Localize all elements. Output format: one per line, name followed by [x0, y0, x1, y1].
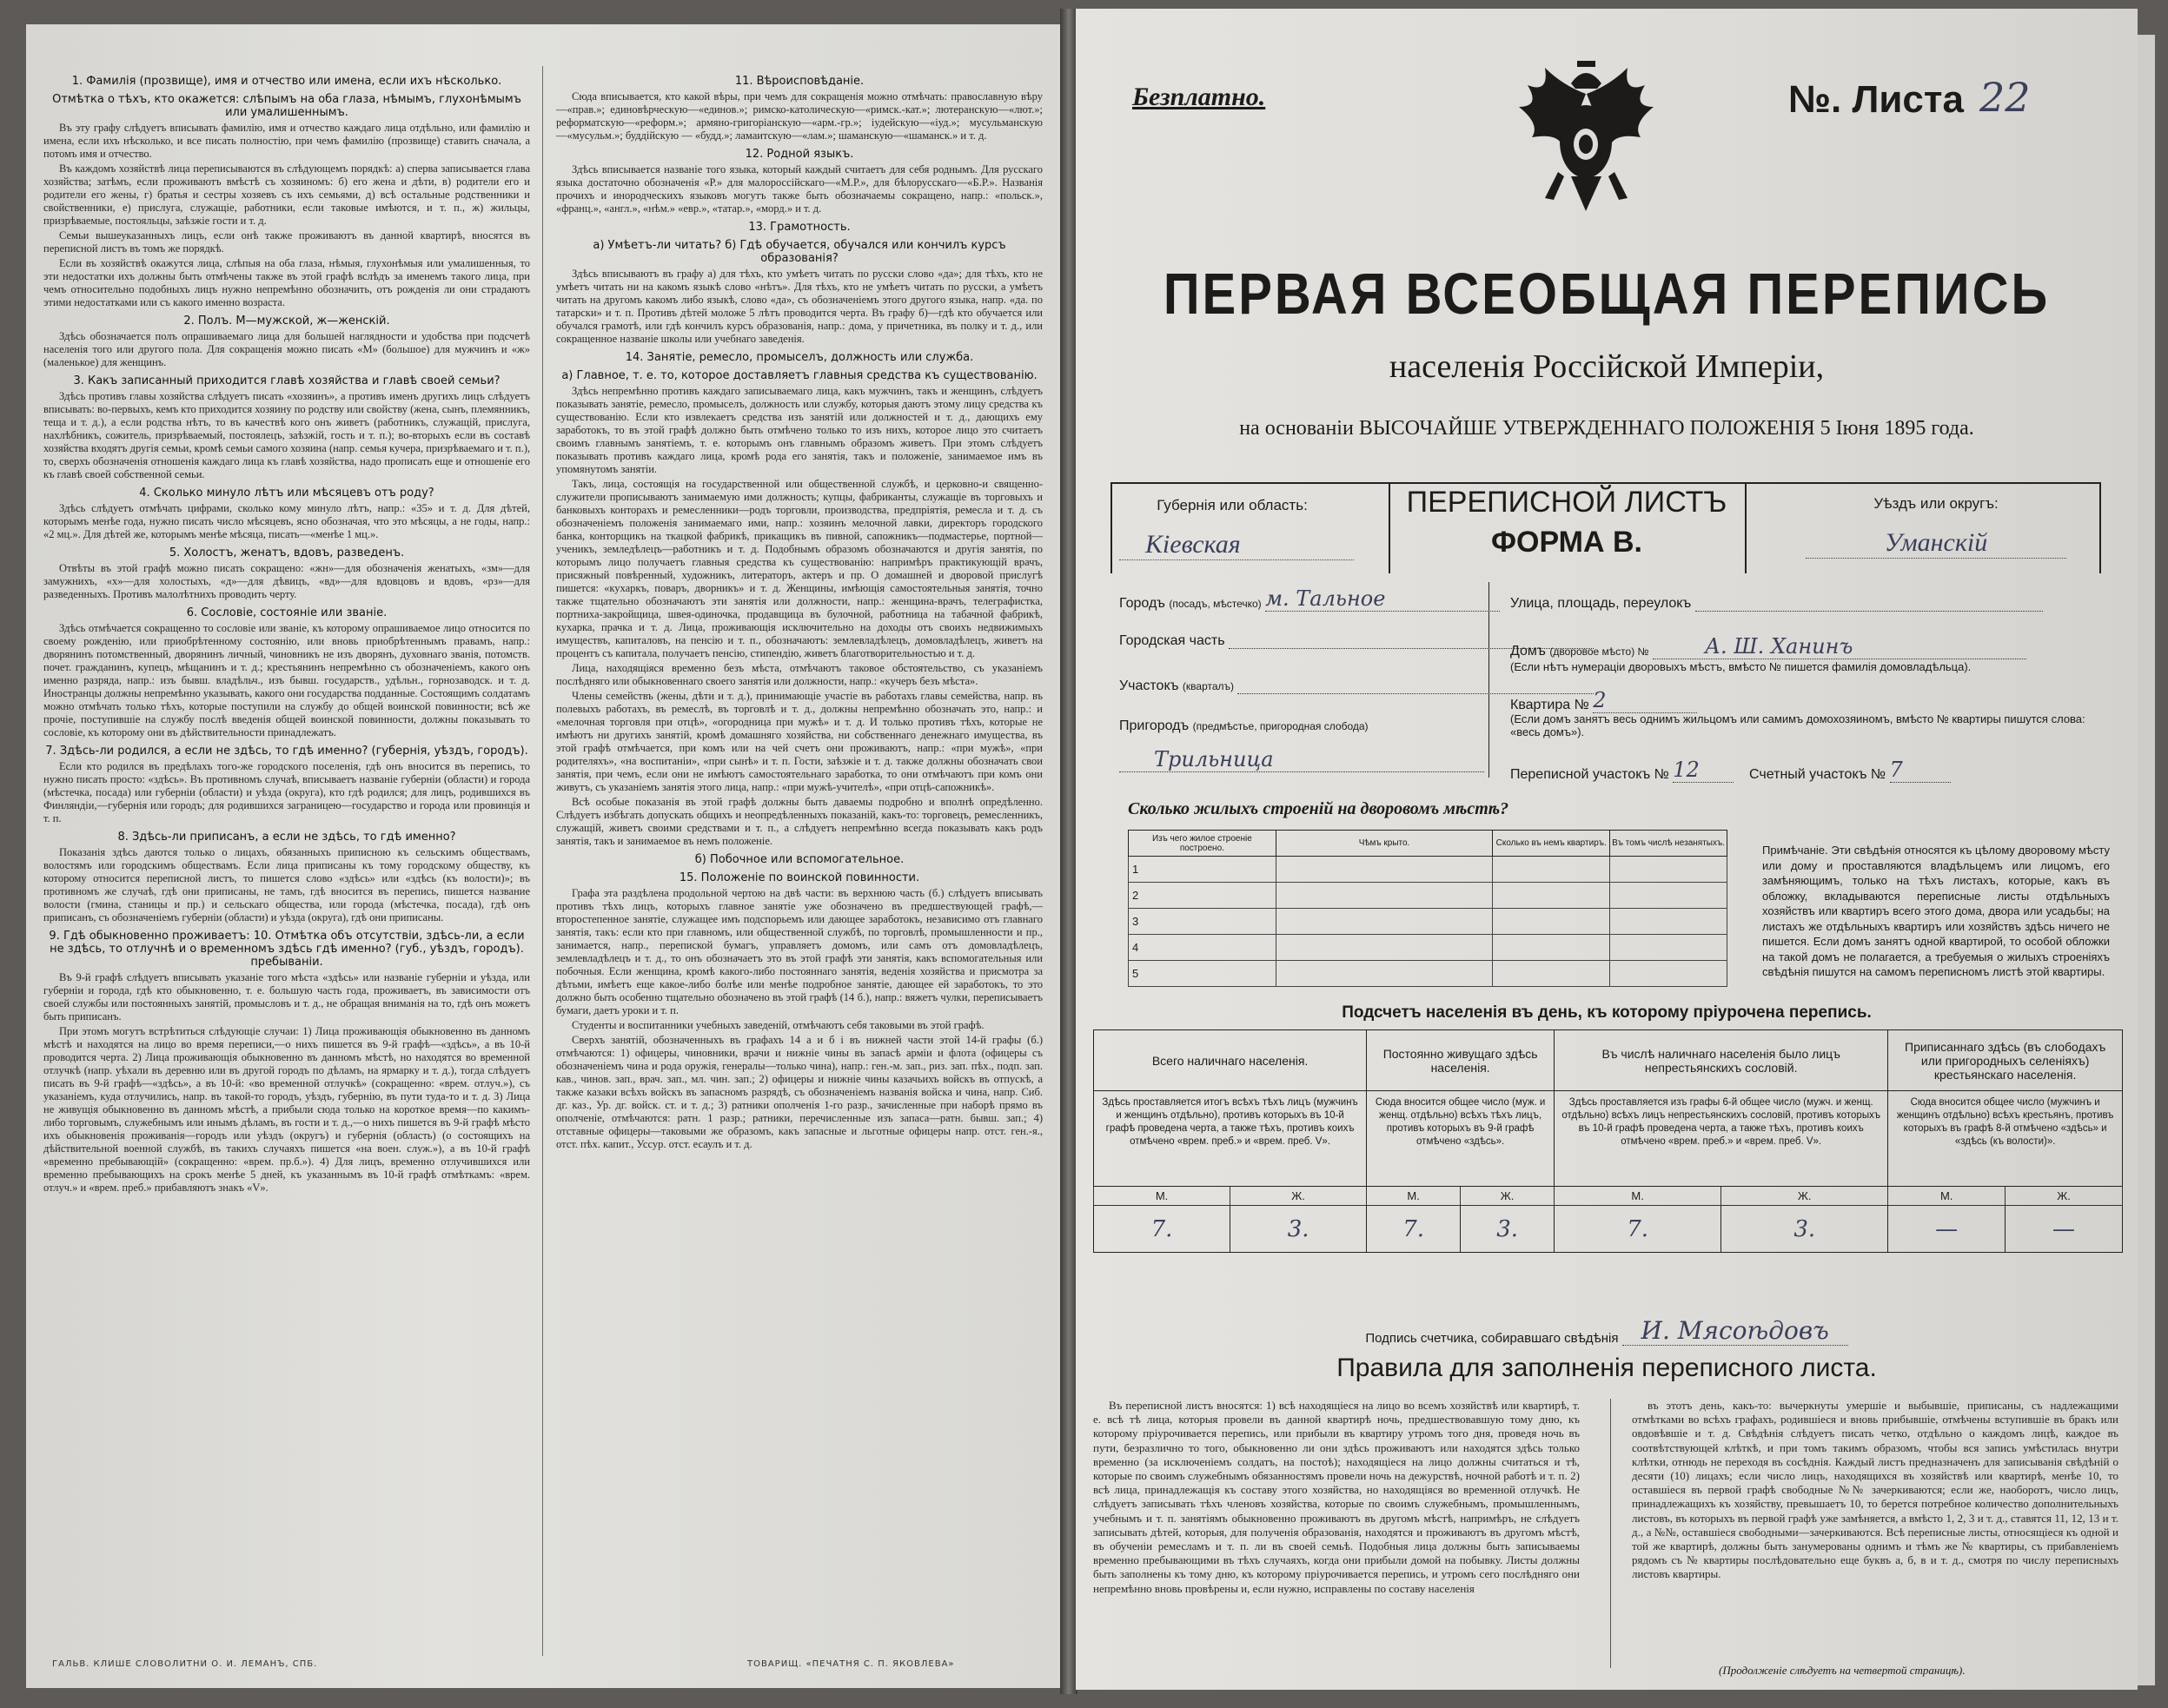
buildings-question: Сколько жилыхъ строеній на дворовомъ мѣстѣ?	[1128, 799, 1509, 818]
street-field: Улица, площадь, переулокъ	[1510, 595, 2043, 612]
population-count-value: 7.	[1367, 1206, 1461, 1253]
buildings-cell	[1276, 961, 1493, 987]
instruction-heading: 8. Здѣсь-ли приписанъ, а если не здѣсь, то гдѣ именно?	[117, 831, 456, 844]
female-column-label: Ж.	[1461, 1187, 1555, 1206]
instruction-heading: 13. Грамотность.	[748, 221, 851, 234]
header-box-divider-1	[1389, 482, 1390, 573]
population-count-title: Подсчетъ населенія въ день, къ которому пріурочена перепись.	[1342, 1003, 1872, 1022]
instruction-paragraph: Если въ хозяйствѣ окажутся лица, слѣпыя на оба глаза, нѣмыя, глухонѣмыя или умалишенныя, то эти недостатки ихъ должны быть отмѣчены также въ этой графѣ вслѣдъ за именемъ такого лица, при чемъ относительно подобныхъ лицъ нужно непремѣнно обозначить, отъ рожденія ли они страдаютъ этими недостатками или съ какого именно возраста.	[43, 257, 530, 308]
rules-title: Правила для заполненія переписного листа.	[1336, 1354, 1877, 1382]
instruction-heading: б) Побочное или вспомогательное.	[694, 853, 905, 866]
instruction-paragraph: Здѣсь обозначается полъ опрашиваемаго лица для большей наглядности и удобства при подсчетѣ населенія того или другого пола. Для сокращенія можно писать «М» (большое) для мужчинъ и «ж» (маленькое) для женщинъ.	[43, 330, 530, 368]
imperial-eagle-emblem-icon	[1510, 59, 1662, 220]
apartment-hint: (Если домъ занятъ весь однимъ жильцомъ или самимъ домохозяиномъ, вмѣсто № квартиры пишутся слова: «весь домъ»).	[1510, 712, 2085, 738]
sheet-number-value: 22	[1979, 74, 2031, 121]
form-letter: ФОРМА В.	[1490, 526, 1643, 559]
enumerator-signature-line: Подпись счетчика, собиравшаго свѣдѣнія И. Мясоѣдовъ	[1076, 1316, 2138, 1346]
buildings-header-apartments: Сколько въ немъ квартиръ.	[1493, 831, 1610, 857]
buildings-table-body	[1129, 857, 1727, 987]
instruction-heading: 12. Родной языкъ.	[745, 148, 854, 161]
buildings-cell	[1610, 961, 1727, 987]
house-field: Домъ (дворовое мѣсто) № А. Ш. Ханинъ	[1510, 634, 2026, 659]
town-value: м. Тальное	[1265, 586, 1386, 611]
buildings-row	[1129, 935, 1727, 961]
rules-text-left: Въ переписной листъ вносятся: 1) всѣ находящіеся на лицо во всемъ хозяйствѣ или квартирѣ, т. е. всѣ тѣ лица, которыя провели въ данной квартирѣ ночь, предшествовавшую тому дню, къ которому пріурочивается перепись, или прибыли въ квартиру утромъ того дня, проведя ночь въ пути, безразлично то того, обыкновенно ли они здѣсь проживаютъ или находятся здѣсь только временно (за исключеніемъ солдатъ, на постоѣ); находящіеся на лицо должны считаться и тѣ, которые по своимъ служебнымъ обязанностямъ провели ночь на дежурствѣ, ночной работѣ и т. п. 2) всѣ лица, принадлежащія къ составу этого хозяйства, но находящіяся во временной отлучкѣ. Не слѣдуетъ записывать тѣхъ членовъ хозяйства, которые по своимъ служебнымъ, промышленнымъ, учебнымъ и т. п. занятіямъ обыкновенно проживаютъ въ другомъ мѣстѣ, напримѣръ, не слѣдуетъ записывать дѣтей, которыя, для полученія образованія, находятся и проживаютъ въ другомъ мѣстѣ, въ обученіи ремесламъ и т. п. ли въ своей семьѣ. Подобныя лица должны быть записываемы временно пребывающими въ тѣхъ случаяхъ, когда они прибыли домой на побывку. Листы должны быть заполнены къ тому дню, къ которому пріурочивается перепись, и утромъ сего послѣдняго они непремѣнно вновь провѣрены и, если нужно, исправлены по составу населенія	[1093, 1399, 1580, 1595]
town-field: Городъ (посадъ, мѣстечко) м. Тальное	[1119, 586, 1500, 612]
suburb-field: Пригородъ (предмѣстье, пригородная слобода)	[1119, 718, 1369, 733]
buildings-row-number: 5	[1129, 961, 1276, 987]
enumerator-signature: И. Мясоѣдовъ	[1641, 1316, 1829, 1345]
instruction-paragraph: Если кто родился въ предѣлахъ того-же городского поселенія, гдѣ онъ вносится въ перепись, то нужно писать просто: «здѣсь». Въ противномъ случаѣ, вписываетъ названіе губерніи (области) и города (мѣстечка, посада) или губерніи (области) и уѣзда (округа), кто гдѣ родился; для лицъ, родившихся въ Финляндіи,—губернія или городъ; для родившихся заграницею—государство и города или провинція и т. п.	[43, 760, 530, 824]
population-count-table	[1093, 1029, 2123, 1253]
pop-desc-peasant: Сюда вносится общее число (мужчинъ и женщинъ отдѣльно) всѣхъ крестьянъ, противъ которыхъ въ графѣ 8-й отмѣчено «здѣсь» и «здѣсь (къ волости)».	[1888, 1091, 2123, 1187]
county-label: Уѣздъ или округъ:	[1873, 495, 1999, 512]
buildings-cell	[1493, 857, 1610, 883]
pop-values-row	[1094, 1206, 2123, 1253]
instruction-paragraph: Въ 9-й графѣ слѣдуетъ вписывать указаніе того мѣста «здѣсь» или названіе губерніи и уѣзда, или губерніи и города, гдѣ кто обыкновенно, т. е. большую часть года, проживаетъ, въ зависимости отъ своей службы или постоянныхъ занятій, промысловъ и т. д., не обращая вниманія на то, гдѣ онъ можетъ быть приписанъ.	[43, 971, 530, 1023]
census-legal-basis: на основаніи ВЫСОЧАЙШЕ УТВЕРЖДЕННАГО ПОЛОЖЕНІЯ 5 Іюня 1895 года.	[1239, 417, 1974, 440]
free-label: Безплатно.	[1132, 83, 1266, 111]
buildings-cell	[1276, 935, 1493, 961]
instruction-heading: а) Умѣетъ-ли читать? б) Гдѣ обучается, обучался или кончилъ курсъ образованія?	[593, 239, 1006, 265]
buildings-row-number: 2	[1129, 883, 1276, 909]
instruction-heading: 11. Вѣроисповѣданіе.	[734, 75, 865, 88]
pop-header-total: Всего наличнаго населенія.	[1094, 1030, 1367, 1091]
buildings-cell	[1610, 857, 1727, 883]
right-page-census-form	[1076, 9, 2138, 1690]
apartment-value: 2	[1593, 688, 1607, 712]
population-count-value: 7.	[1094, 1206, 1230, 1253]
printer-footer-left: ГАЛЬВ. КЛИШЕ СЛОВОЛИТНИ О. И. ЛЕМАНЪ, СПБ.	[52, 1659, 318, 1669]
female-column-label: Ж.	[1230, 1187, 1367, 1206]
instruction-paragraph: При этомъ могутъ встрѣтиться слѣдующіе случаи: 1) Лица проживающія обыкновенно въ данномъ мѣстѣ и находятся на лицо во время переписи,—о нихъ пишется въ 9-й графѣ—«здѣсь», а въ 10-й проводится черта. 2) Лица проживающія обыкновенно въ данномъ мѣстѣ, но находятся во временной отлучкѣ (напр. уѣхали въ деревню или въ другой городъ по дѣламъ, на ярмарку и т. д.), тогда слѣдуетъ писать въ 9-й графѣ—«здѣсь», а въ 10-й: «во временной отлучкѣ» (сокращенно: «врем. отлуч.»), съ указаніемъ, куда отлучились, напр. въ такой-то городъ, уѣздъ, губернію, въ пути туда-то и т. д. 3) Лица не живущія обыкновенно въ данномъ мѣстѣ, а прибыли сюда только на короткое время—по какимъ-либо торговымъ, служебнымъ или инымъ дѣламъ, въ гости и т. д.,—о нихъ пишется въ 9-й графѣ мѣсто ихъ обыкновенія проживанія—городъ или уѣздъ (округъ) и губернія (область) (о состоящихъ на дѣйствительной военной службѣ, въ такихъ случаяхъ пишется «на воен. служ.»), а въ 10-й графѣ «временно пребывающій» (сокращенно: «врем. пр.б.»). 4) Для лицъ, временно отлучившихся или временно пребывающихъ на срокъ менѣе 5 дней, къ указаннымъ въ 10-й графѣ отмѣткамъ: «врем. отлуч.» и «врем. преб.» прибавляютъ знакъ «V».	[43, 1025, 530, 1194]
buildings-cell	[1276, 909, 1493, 935]
instruction-paragraph: Отвѣты въ этой графѣ можно писать сокращено: «жн»—для обозначенія женатыхъ, «зм»—для замужнихъ, «х»—для холостыхъ, «д»—для дѣвицъ, «вд»—для вдовцовъ и вдовъ, «рз»—для разведенныхъ. Противъ малолѣтнихъ проводить черту.	[43, 562, 530, 600]
book-spine	[1060, 9, 1077, 1694]
male-column-label: М.	[1094, 1187, 1230, 1206]
female-column-label: Ж.	[2006, 1187, 2123, 1206]
population-count-value: 3.	[1461, 1206, 1555, 1253]
buildings-note: Примѣчаніе. Эти свѣдѣнія относятся къ цѣлому дворовому мѣсту или дому и проставляются владѣльцемъ или лицомъ, его замѣняющимъ, только на тѣхъ листахъ, которые, какъ въ обложку, вкладываются переписные листы отдѣльныхъ хозяйствъ или квартиръ всего этого дома, двора или усадьбы; на листахъ же отдѣльныхъ квартиръ или хозяйствъ здѣсь ничего не пишется. Если домъ занятъ одной квартирой, то особой обложки на такой домъ не полагается, а требуемыя о жилыхъ строеніяхъ свѣдѣнія пишутся на самомъ переписномъ листѣ этой квартиры.	[1762, 844, 2110, 978]
buildings-cell	[1610, 935, 1727, 961]
female-column-label: Ж.	[1721, 1187, 1888, 1206]
buildings-row-number: 1	[1129, 857, 1276, 883]
instruction-paragraph: Всѣ особые показанія въ этой графѣ должны быть даваемы подробно и вполнѣ опредѣленно. Слѣдуетъ избѣгать допускать общихъ и неопредѣленныхъ показаній, какъ-то: торговецъ, ремесленникъ, служащій, живетъ своими средствами и т. п., а слѣдуетъ непремѣнно всегда показывать какъ родъ занятія, такъ и занимаемое въ немъ положеніе.	[556, 796, 1043, 847]
census-title: ПЕРВАЯ ВСЕОБЩАЯ ПЕРЕПИСЬ	[1163, 261, 2051, 327]
buildings-cell	[1276, 883, 1493, 909]
header-box-divider-2	[1745, 482, 1747, 573]
district-field: Участокъ (кварталъ)	[1119, 678, 1594, 694]
buildings-cell	[1493, 909, 1610, 935]
left-page-instructions	[26, 24, 1060, 1688]
instruction-paragraph: Студенты и воспитанники учебныхъ заведеній, отмѣчаютъ себя таковыми въ этой графѣ.	[572, 1019, 985, 1031]
instruction-paragraph: Такъ, лица, состоящія на государственной или общественной службѣ, и церковно-и священно-служители прописываютъ занимаемую ими должность; купцы, фабриканты, служащіе въ торговыхъ и банковыхъ конторахъ и ремесленники—родъ торговли, производства, предпріятія, ремесла и т. д. съ обозначеніемъ положенія занимаемаго ими, напр.: хозяинъ мелочной лавки, директоръ городского банка, конторщикъ на ткацкой фабрикѣ, прикащикъ въ пивной, сапожникъ—подмастерье, портной—ученикъ, земледѣлецъ—работникъ и т. д. Подобнымъ образомъ обозначаются и другія занятія, по которымъ лицо получаетъ главныя средства къ существованію: напримѣръ практикующій врачъ, присяжный повѣренный, художникъ, литераторъ, актеръ и пр. О домашней и дворовой прислугѣ пишется: «кухаркъ, поваръ, дворникъ» и т. д. Женщины, имѣющія самостоятельныя занятія, точно также тщательно обозначаютъ эти занятія или должности, напр.: женщина-врачъ, телеграфистка, портниха-закройщица, швея-одиночка, продавщица въ булочной, работница на табачной фабрикѣ, кухарка, прачка и т. д. Лица, проживающія исключительно на доходы отъ своихъ недвижимыхъ имуществъ, капиталовъ, на пенсію и т. п., обозначаютъ: землевладѣлецъ, домовладѣлецъ, живетъ на процентъ съ капитала, получаетъ пенсію, стипендію, живетъ благотворительностью и т. д.	[556, 478, 1043, 659]
rules-continued-note: (Продолженіе слѣдуетъ на четвертой страницѣ).	[1719, 1664, 1966, 1677]
buildings-header-roof: Чѣмъ крыто.	[1276, 831, 1493, 857]
apartment-field: Квартира № 2	[1510, 688, 1697, 713]
column-divider	[542, 66, 543, 1656]
instruction-paragraph: Графа эта раздѣлена продольной чертою на двѣ части: въ верхнюю часть (б.) слѣдуетъ вписывать противъ тѣхъ лицъ, которыхъ главное занятіе уже обозначено въ предшествующей графѣ,—второстепенное занятіе, служащее имъ подспорьемъ или дающее заработокъ, независимо отъ главнаго занятія, такъ: если кто при главномъ, или общественной службѣ, по торговлѣ, промышленности и пр., занимается, напр., перепиской бумагъ, управляетъ домомъ, или самъ отъ домовладѣлецъ, землевладѣлецъ и т. д., то онъ обозначаетъ это въ этой графѣ эти занятія, какъ вспомогательныя или побочныя. Если женщина, кромѣ какого-либо постояннаго занятія, веденія хозяйства и присмотра за дѣтьми, имѣетъ еще какое-либо болѣе или менѣе подробное занятіе, дающее ей заработокъ, то это должно быть особенно тщательно обозначено въ этой графѣ (14 б.), напр.: вяжетъ чулки, переписываетъ бумаги, даетъ уроки и т. п.	[556, 887, 1043, 1016]
pop-sex-header-row	[1094, 1187, 2123, 1206]
instruction-paragraph: Сверхъ занятій, обозначенныхъ въ графахъ 14 а и б і въ нижней части этой 14-й графы (б.) отмѣчаются: 1) офицеры, чиновники, врачи и нижніе чины въ запасѣ арміи и флота (офицеры съ обозначеніемъ чина и рода оружія, генералы—только чина), напр.: ген.-м. зап., риз. зап. пѣх., подп. зап. кав., чинов. зап., врач. зап., мл. чин. зап.; 2) офицеры и нижніе чины казачьихъ войскъ въ отпускѣ, а также казаки всѣхъ войскъ въ запасномъ разрядѣ, съ обозначеніемъ названія войска и чина, напр. Сиб. дг. каз., Ур. дг. войск. ст. и т. д.; 3) ратники ополченія 1-го разр., зачисленные при наборѣ прямо въ ополченіе, отмѣчаются: ратн. 1 разр.; ратники, перечисленные изъ запаса—ратн. бывш. зап.; 4) отставные офицеры—таковыми же образомъ, какъ запасные и льготные офицеры напр. отст. ген.-я., отст. пѣх. капит., Уссур. отст. есаулъ и т. д.	[556, 1034, 1043, 1150]
pop-desc-total: Здѣсь проставляется итогъ всѣхъ тѣхъ лицъ (мужчинъ и женщинъ отдѣльно), противъ которыхъ въ 10-й графѣ проведена черта, а также тѣхъ, противъ коихъ отмѣчено «врем. преб.» и «врем. преб. V».	[1094, 1091, 1367, 1187]
pop-header-permanent: Постоянно живущаго здѣсь населенія.	[1367, 1030, 1555, 1091]
instruction-heading: 5. Холостъ, женатъ, вдовъ, разведенъ.	[169, 546, 405, 559]
buildings-row	[1129, 961, 1727, 987]
instruction-heading: 7. Здѣсь-ли родился, а если не здѣсь, то гдѣ именно? (губернія, уѣздъ, городъ).	[45, 745, 528, 758]
instruction-paragraph: Здѣсь вписывается названіе того языка, который каждый считаетъ для себя роднымъ. Для русскаго языка достаточно обозначенія «Р.» для малороссійскаго—«М.Р.», для бѣлорусскаго—«Б.Р.». Названія прочихъ и инородческихъ языковъ могутъ также быть обозначаемы сокращено, напр.: «польск.», «франц.», «англ.», «нѣм.» «евр.», «татар.», «морд.» и т. д.	[556, 163, 1043, 215]
instruction-paragraph: Здѣсь отмѣчается сокращенно то сословіе или званіе, къ которому опрашиваемое лицо относится по своему рожденію, или приобрѣтенному состоянію, или вновь приобрѣтеннымъ правамъ, напр.: дворянинъ потомственный, дворянинъ личный, чиновникъ не изъ дворянъ, духовнаго званія, потомств. почет. гражданинъ, купецъ, мѣщанинъ и т. д.; крестьянинъ непремѣнно съ обозначеніемъ, какого онъ именно разряда, напр.: изъ бывш. владѣльч., изъ бывш. государств., удѣльн., горнозаводск. и т. д. Иностранцы должны непремѣнно указывать, какого они государства подданные. Состоящимъ солдатамъ можно отмѣчать только тѣхъ, которые поступили на службу до общей воинской повинности; всѣ же прочіе, поступившіе на службу послѣ введенія общей воинской повинности, должны показывать то сословіе, къ которому они въ дѣйствительности принадлежатъ.	[43, 622, 530, 738]
header-box-right	[2099, 482, 2101, 573]
printer-footer-right: ТОВАРИЩ. «ПЕЧАТНЯ С. П. ЯКОВЛЕВА»	[747, 1659, 955, 1669]
instructions-column-2	[556, 70, 1043, 1153]
buildings-table	[1128, 830, 1727, 987]
province-label: Губернія или область:	[1157, 497, 1308, 513]
buildings-row	[1129, 909, 1727, 935]
census-area-value: 12	[1673, 758, 1700, 782]
census-area-field: Переписной участокъ № 12 Счетный участокъ № 7	[1510, 758, 1951, 783]
instruction-paragraph: Здѣсь слѣдуетъ отмѣчать цифрами, сколько кому минуло лѣтъ, напр.: «35» и т. д. Для дѣтей, которымъ менѣе года, нужно писать число мѣсяцевъ, ясно обозначая, что это мѣсяцы, а не годы, напр.: «2 мц.». Для дѣтей же, которымъ менѣе мѣсяца, писать—«менѣе 1 мц.».	[43, 502, 530, 540]
instruction-heading: Отмѣтка о тѣхъ, кто окажется: слѣпымъ на оба глаза, нѣмымъ, глухонѣмымъ или умалишеннымъ.	[52, 93, 521, 119]
instruction-paragraph: Лица, находящіяся временно безъ мѣста, отмѣчаютъ таковое обстоятельство, съ указаніемъ послѣдняго или обыкновеннаго своего занятія или должности, напр.: «кучеръ безъ мѣста».	[556, 662, 1043, 687]
instruction-paragraph: Здѣсь вписываютъ въ графу а) для тѣхъ, кто умѣетъ читать по русски слово «да»; для тѣхъ, кто не умѣетъ читать ни на какомъ языкѣ слово «нѣтъ». Для тѣхъ, кто не умѣетъ читать по русски, а умѣетъ читать на другомъ какомъ либо языкѣ, слово «да», съ обозначеніемъ этого другого языка, напр. «да. по татарски» и т. п. Противъ дѣтей моложе 5 лѣтъ проводится черта. Въ графу б)—гдѣ кто обучается или обучался грамотѣ, или гдѣ кончилъ курсъ образованія, напр.: дома, у причетника, въ полку и т. д., или сокращенное названіе школы или учебнаго заведенія.	[556, 268, 1043, 345]
male-column-label: М.	[1555, 1187, 1721, 1206]
instruction-paragraph: Здѣсь противъ главы хозяйства слѣдуетъ писать «хозяинъ», а противъ именъ другихъ лицъ слѣдуетъ вписывать: во-первыхъ, кемъ кто приходится хозяину по родству или свойству (жена, сынъ, племянникъ, теща и т. д.), а если родства нѣтъ, то въ качествѣ кого онъ живетъ (работникъ, служащій, прислуга, нахлѣбникъ, сожитель, призрѣваемый, постоялецъ, заѣзжій, гость и т. п.); во-вторыхъ если въ составѣ хозяйства входятъ другія семьи, кромѣ семьи самого хозяина (напр. семья кучера, призрѣваемаго и т. п.), то, сверхъ обозначенія отношенія каждаго лица къ главѣ хозяйства, надо прописать еще и отношеніе его къ главѣ своей собственной семьи.	[43, 390, 530, 480]
instruction-heading: 9. Гдѣ обыкновенно проживаетъ: 10. Отмѣтка объ отсутствіи, здѣсь-ли, а если не здѣсь, то отлучнѣ и о временномъ здѣсь гдѣ именно? (губ., уѣздъ, городъ). пребываніи.	[49, 930, 525, 969]
count-area-value: 7	[1889, 758, 1903, 782]
house-hint: (Если нѣтъ нумераціи дворовыхъ мѣстъ, вмѣсто № пишется фамилія домовладѣльца).	[1510, 660, 1972, 673]
buildings-cell	[1493, 883, 1610, 909]
census-subtitle: населенія Россійской Имперіи,	[1389, 348, 1825, 385]
instruction-heading: 14. Занятіе, ремесло, промыселъ, должность или служба.	[625, 351, 974, 364]
pop-header-peasant: Приписаннаго здѣсь (въ слободахъ или пригородныхъ селеніяхъ) крестьянскаго населенія.	[1888, 1030, 2123, 1091]
population-count-value: 7.	[1555, 1206, 1721, 1253]
city-part-field: Городская часть	[1119, 632, 1594, 649]
instruction-heading: 6. Сословіе, состояніе или званіе.	[186, 606, 388, 619]
buildings-row	[1129, 883, 1727, 909]
instruction-paragraph: Члены семействъ (жены, дѣти и т. д.), принимающіе участіе въ работахъ главы семейства, напр. въ полевыхъ работахъ, въ ремеслѣ, въ торговлѣ и т. д., должны непремѣнно обозначать это, напр.: и «мелочная торговля при отцѣ», «огородница при мужѣ» и т. д. И только противъ тѣхъ, которые не имѣютъ ни другихъ занятій, кромѣ домашняго хозяйства, ни собственнаго денежнаго имущества, въ этой графѣ отмѣчается, при комъ или на чей счетъ они проживаютъ, напр.: «при мужѣ», «при родителяхъ», «на воспитаніи», «при сынѣ» и т. п. Гости, заѣзжіе и т. д. также должны обозначать свои занятія, при чемъ, если они не имѣютъ самостоятельнаго заработка, то они отмѣчаютъ при комъ они живутъ, съ указаніемъ занятія этого лица, напр.: «при мужѣ-учителѣ», «при отцѣ-сапожникѣ».	[556, 690, 1043, 793]
instruction-paragraph: Въ эту графу слѣдуетъ вписывать фамилію, имя и отчество каждаго лица отдѣльно, или фамилію и имена, если ихъ нѣсколько, и все писать полностію, при чемъ фамилію (прозвище) ставить сначала, а потомъ имя и отчество.	[43, 122, 530, 160]
rules-divider	[1610, 1399, 1611, 1668]
male-column-label: М.	[1367, 1187, 1461, 1206]
instruction-paragraph: Въ каждомъ хозяйствѣ лица переписываются въ слѣдующемъ порядкѣ: а) сперва записывается глава хозяйства; затѣмъ, если проживаютъ вмѣстѣ съ хозяиномъ: б) его жена и дѣти, в) родители его и родители его жены, г) братья и сестры хозяевъ съ ихъ семьями, д) всѣ остальные родственники и свойственники, е) прислуга, служащіе, работники, если таковые имѣются, и т. п., ж) жильцы, призрѣваемые, постояльцы, заѣзжіе гости и т. д.	[43, 162, 530, 227]
suburb-value: Трильница	[1154, 747, 1274, 771]
instruction-heading: 2. Полъ. М—мужской, ж—женскій.	[183, 314, 390, 328]
instruction-heading: а) Главное, т. е. то, которое доставляетъ главныя средства къ существованію.	[561, 369, 1038, 382]
suburb-value-line	[1119, 747, 1484, 772]
instruction-paragraph: Показанія здѣсь даются только о лицахъ, обязанныхъ приписною къ сельскимъ обществамъ, волостямъ или городскимъ обществамъ. Если лица приписаны къ тому городскому обществу, къ которому относится переписной листъ, то пишется слово «здѣсь» или «здѣсь (къ волости)»; въ противномъ же случаѣ, гдѣ они приписаны, не тамъ, гдѣ вносится въ перепись, пишется название волости (гмина, станицы и пр.) и сельскаго общества, или города (мѣстечка, посада), гдѣ онъ приписанъ, съ обозначеніемъ губерніи (области) и уѣзда (округа), гдѣ они приписаны.	[43, 846, 530, 924]
instruction-paragraph: Сюда вписывается, кто какой вѣры, при чемъ для сокращенія можно отмѣчать: православную вѣру—«прав.»; единовѣрческую—«единов.»; римско-католическую—«римск.-кат.»; лютеранскую—«лют.»; реформатскую—«реформ.»; армяно-григоріанскую—«арм.-гр.»; іудейскую—«іуд.»; мусульманскую—«мусульм.»; буддійскую — «будд.»; ламаитскую—«лам.»; шаманскую—«шаманск.» и т. д.	[556, 90, 1043, 142]
pop-desc-non-peasant: Здѣсь проставляется изъ графы 6-й общее число (мужч. и женщ. отдѣльно) всѣхъ лицъ непрестьянскихъ сословій, противъ которыхъ въ 10-й графѣ проведена черта, а также тѣхъ, противъ коихъ отмѣчено «врем. преб.» и «врем. преб. V».	[1555, 1091, 1888, 1187]
instruction-heading: 15. Положеніе по воинской повинности.	[679, 871, 920, 884]
header-box-left	[1111, 482, 1112, 573]
buildings-cell	[1610, 909, 1727, 935]
male-column-label: М.	[1888, 1187, 2006, 1206]
buildings-cell	[1610, 883, 1727, 909]
buildings-row-number: 3	[1129, 909, 1276, 935]
population-count-value: 3.	[1721, 1206, 1888, 1253]
buildings-cell	[1493, 961, 1610, 987]
rules-text-right: въ этотъ день, какъ-то: вычеркнуты умершіе и выбывшіе, приписаны, съ надлежащими отмѣтками во всѣхъ графахъ, родившіеся и вновь прибывшіе, отмѣчены вступившіе въ бракъ или овдовѣвшіе и т. д. Свѣдѣнія слѣдуетъ писать четко, отдѣльно о каждомъ лицѣ, каждое въ соотвѣтствующей клѣткѣ, и при томъ такимъ образомъ, чтобы вся запись умѣстилась внутри клѣтки, отнюдь не переходя въ сосѣднія. Каждый листъ предназначенъ для записыванія свѣдѣній о десяти (10) лицахъ; если число лицъ, находящихся въ хозяйствѣ или квартирѣ, менѣе 10, то оставшіеся въ первой графѣ свободные №№ зачеркиваются; если же, наоборотъ, число лицъ, принадлежащихъ къ хозяйству, превышаетъ 10, то берется потребное количество дополнительныхъ листовъ, въ которыхъ въ первой графѣ уже замѣняется, а вмѣсто 1, 2, 3 и т. д., ставятся 11, 12, 13 и т. д., а №№, оставшіеся свободными—зачеркиваются. Всѣ переписные листы, относящіеся къ одной и той же квартирѣ, должны быть занумерованы однимъ и тѣмъ же № квартиры, съ прибавленіемъ рядомъ съ № квартиры послѣдовательно еще буквъ а, б, в и т. д., смотря по числу переписныхъ листовъ квартиры.	[1632, 1399, 2118, 1581]
instruction-paragraph: Семьи вышеуказанныхъ лицъ, если онѣ также проживаютъ въ данной квартирѣ, вносятся въ переписной листъ въ томъ же порядкѣ.	[43, 229, 530, 255]
instruction-heading: 3. Какъ записанный приходится главѣ хозяйства и главѣ своей семьи?	[73, 374, 501, 387]
population-count-value: —	[1888, 1206, 2006, 1253]
address-divider	[1488, 582, 1489, 778]
population-count-value: 3.	[1230, 1206, 1367, 1253]
form-name: ПЕРЕПИСНОЙ ЛИСТЪ	[1406, 486, 1727, 519]
buildings-header-vacant: Въ томъ числѣ незанятыхъ.	[1610, 831, 1727, 857]
sheet-number-label: №. Листа	[1788, 78, 1964, 121]
instruction-paragraph: Здѣсь непремѣнно противъ каждаго записываемаго лица, какъ мужчинъ, такъ и женщинъ, слѣдуетъ показывать занятіе, ремесло, промыселъ, должность или службу, которыя даютъ этому лицу средства къ существованію. Если кто извлекаетъ средства изъ занятій или должностей и т. д., дающихъ ему заработокъ, то въ этой графѣ должно быть отмѣчено только то изъ нихъ, которое лицо это считаетъ своимъ главнымъ занятіемъ, т. е. которымъ онъ главнымъ образомъ живетъ. При этомъ слѣдуетъ показывать противъ каждаго лица, кромѣ рода его занятія, такъ и положеніе, занимаемое имъ въ упомянутомъ занятіи.	[556, 385, 1043, 475]
buildings-row	[1129, 857, 1727, 883]
province-value: Кіевская	[1119, 530, 1354, 560]
buildings-cell	[1276, 857, 1493, 883]
population-count-value: —	[2006, 1206, 2123, 1253]
instructions-column-1	[43, 70, 530, 1196]
instruction-heading: 1. Фамилія (прозвище), имя и отчество или имена, если ихъ нѣсколько.	[71, 75, 502, 88]
pop-header-non-peasant: Въ числѣ наличнаго населенія было лицъ непрестьянскихъ сословій.	[1555, 1030, 1888, 1091]
pop-desc-permanent: Сюда вносится общее число (муж. и женщ. отдѣльно) всѣхъ тѣхъ лицъ, противъ которыхъ въ 9-й графѣ отмѣчено «здѣсь».	[1367, 1091, 1555, 1187]
buildings-header-material: Изъ чего жилое строеніе построено.	[1129, 831, 1276, 857]
buildings-cell	[1493, 935, 1610, 961]
county-value: Уманскій	[1806, 528, 2066, 559]
house-value: А. Ш. Ханинъ	[1704, 634, 1853, 659]
instruction-heading: 4. Сколько минуло лѣтъ или мѣсяцевъ отъ роду?	[139, 487, 434, 500]
buildings-row-number: 4	[1129, 935, 1276, 961]
